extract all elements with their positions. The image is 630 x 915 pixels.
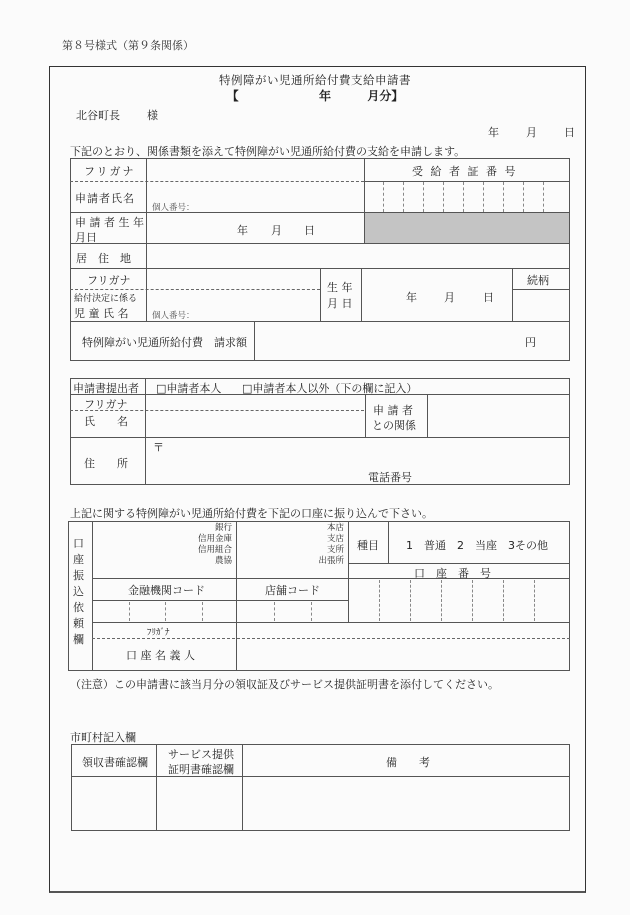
branch-code-field[interactable] <box>238 602 347 621</box>
applicant-birth-day: 日 <box>304 224 315 237</box>
branch-type: 支店 <box>326 534 344 544</box>
branch-type: 支所 <box>326 545 344 555</box>
submitter-furigana-field[interactable] <box>147 396 363 409</box>
relation-to-applicant-field[interactable] <box>429 396 568 436</box>
remarks-label: 備 考 <box>386 756 430 769</box>
applicant-birthdate-field[interactable] <box>148 214 362 242</box>
date-month: 月 <box>526 126 537 139</box>
period-year: 年 <box>318 89 331 103</box>
applicant-furigana-label: フリガナ <box>84 165 136 178</box>
child-birth-day: 日 <box>483 291 494 304</box>
holder-name-field[interactable] <box>238 640 568 669</box>
relation-field[interactable] <box>514 291 568 320</box>
claim-unit: 円 <box>525 336 536 349</box>
recipient-cert-number-field[interactable] <box>366 183 568 211</box>
submitter-address-field[interactable] <box>147 439 568 469</box>
submitter-option-self[interactable]: □申請者本人 <box>156 382 222 395</box>
attachment-note: （注意）この申請書に該当月分の領収証及びサービス提供証明書を添付してください。 <box>70 678 499 691</box>
addressee-name: 北谷町長 <box>76 109 120 122</box>
service-cert-check-field[interactable] <box>158 778 241 829</box>
holder-label: 口 座 名 義 人 <box>126 649 195 662</box>
institution-type: 信用金庫 <box>197 534 232 544</box>
holder-furigana-label: ﾌﾘｶﾞﾅ <box>147 628 170 638</box>
recipient-cert-label: 受 給 者 証 番 号 <box>412 165 518 178</box>
city-section-label: 市町村記入欄 <box>70 731 136 744</box>
child-decision-label: 給付決定に係る <box>74 294 138 304</box>
submitter-furigana-label: フリガナ <box>84 398 128 411</box>
period-open: 【 <box>226 89 239 103</box>
applicant-birth-month: 月 <box>271 224 282 237</box>
side-char: 振 <box>73 569 84 582</box>
period-line <box>0 87 630 104</box>
institution-type: 農協 <box>214 556 232 566</box>
child-birth-month: 月 <box>444 291 455 304</box>
child-furigana-label: フリガナ <box>87 274 131 287</box>
applicant-personal-number-label: 個人番号： <box>152 203 195 213</box>
branch-name-field[interactable] <box>238 523 288 577</box>
claim-label: 特例障がい児通所給付費 請求額 <box>82 336 247 349</box>
institution-name-field[interactable] <box>94 523 164 577</box>
addressee <box>76 107 158 123</box>
institution-code-label: 金融機関コード <box>128 584 205 597</box>
receipt-check-field[interactable] <box>73 778 155 829</box>
institution-code-field[interactable] <box>94 602 235 621</box>
institution-types <box>160 523 232 567</box>
shaded-cell <box>365 213 569 243</box>
postal-mark: 〒 <box>153 441 164 454</box>
relation-to-applicant-label-1: 申 請 者 <box>373 404 413 417</box>
branch-type: 本店 <box>326 523 344 533</box>
side-char: 依 <box>73 601 84 614</box>
submitter-name-field[interactable] <box>147 412 363 436</box>
side-char: 欄 <box>73 633 84 646</box>
form-number: 第８号様式（第９条関係） <box>62 39 194 52</box>
side-char: 座 <box>73 553 84 566</box>
bank-intro: 上記に関する特例障がい児通所給付費を下記の口座に振り込んで下さい。 <box>70 507 433 520</box>
institution-type: 銀行 <box>214 523 232 533</box>
applicant-birthdate-label-2: 月日 <box>75 231 97 244</box>
side-char: 頼 <box>73 617 84 630</box>
application-date[interactable] <box>488 124 575 140</box>
child-birth-label-2: 月 日 <box>327 297 353 310</box>
service-cert-label-2: 証明書確認欄 <box>168 763 234 776</box>
residence-field[interactable] <box>148 245 568 267</box>
child-personal-number-label: 個人番号： <box>152 311 195 321</box>
account-type-label: 種目 <box>357 539 379 552</box>
applicant-furigana-field[interactable] <box>148 160 362 180</box>
bank-side-label <box>73 536 89 648</box>
submitter-name-label: 氏 名 <box>84 415 128 428</box>
child-birth-year: 年 <box>406 291 417 304</box>
branch-code-label: 店舗コード <box>265 584 320 597</box>
date-year: 年 <box>488 126 499 139</box>
child-furigana-field[interactable] <box>148 270 318 288</box>
branch-type: 出張所 <box>318 556 344 566</box>
residence-label: 居 住 地 <box>76 252 131 265</box>
institution-type: 信用組合 <box>197 545 232 555</box>
applicant-birthdate-label-1: 申 請 者 生 年 <box>75 216 144 229</box>
service-cert-label-1: サービス提供 <box>168 748 234 761</box>
date-day: 日 <box>564 126 575 139</box>
account-number-label: 口 座 番 号 <box>414 567 491 580</box>
period-month: 月分】 <box>367 89 404 103</box>
holder-furigana-field[interactable] <box>238 624 568 637</box>
remarks-field[interactable] <box>244 778 568 829</box>
account-number-field[interactable] <box>350 580 568 621</box>
phone-field[interactable] <box>418 469 568 483</box>
submitter-option-other[interactable]: □申請者本人以外（下の欄に記入） <box>242 382 418 395</box>
relation-to-applicant-label-2: との関係 <box>372 419 416 432</box>
submitter-address-label: 住 所 <box>84 457 128 470</box>
account-type-options[interactable]: 1 普通 2 当座 3その他 <box>406 539 548 552</box>
child-name-label: 児 童 氏 名 <box>74 307 129 320</box>
child-birth-label-1: 生 年 <box>327 281 353 294</box>
applicant-name-label: 申請者氏名 <box>75 192 135 205</box>
side-char: 込 <box>73 585 84 598</box>
side-char: 口 <box>73 537 84 550</box>
submitter-label: 申請書提出者 <box>73 382 139 395</box>
applicant-birth-year: 年 <box>237 224 248 237</box>
intro-text: 下記のとおり、関係書類を添えて特例障がい児通所給付費の支給を申請します。 <box>70 145 466 158</box>
addressee-honorific: 様 <box>147 109 158 122</box>
form-title: 特例障がい児通所給付費支給申請書 <box>219 73 411 87</box>
phone-label: 電話番号 <box>368 471 412 484</box>
receipt-check-label: 領収書確認欄 <box>82 756 148 769</box>
branch-types <box>280 523 344 567</box>
relation-label: 続柄 <box>527 274 549 287</box>
claim-amount-field[interactable] <box>256 323 518 359</box>
